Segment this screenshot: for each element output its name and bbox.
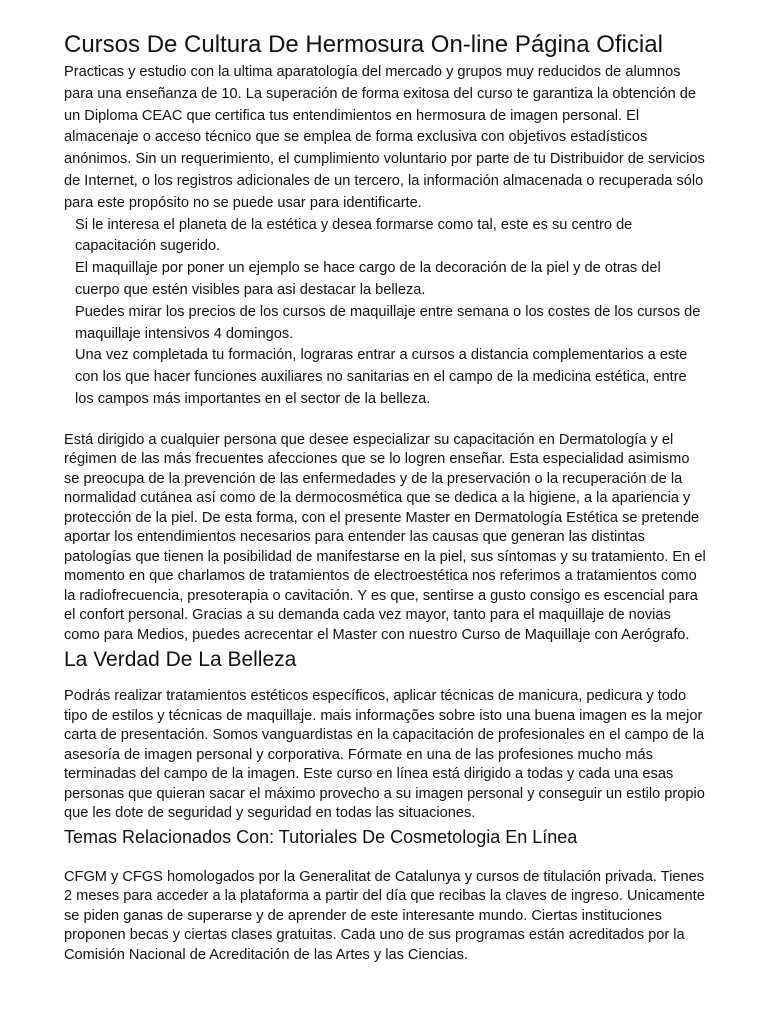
indented-item: El maquillaje por poner un ejemplo se hace cargo de la decoración de la piel y de otras del cuerpo que estén visibles para asi destacar la belleza.: [75, 260, 661, 298]
section-heading-belleza: La Verdad De La Belleza: [64, 648, 297, 672]
intro-paragraph: Practicas y estudio con la ultima aparatología del mercado y grupos muy reducidos de alumnos para una enseñanza de 10. La superación de forma exitosa del curso te garantiza la obtención de un Diploma CEAC que certifica tus entendimientos en hermosura de imagen personal. El almacenaje o acceso técnico que se emplea de forma exclusiva con objetivos estadísticos anónimos. Sin un requerimiento, el cumplimiento voluntario por parte de tu Distribuidor de servicios de Internet, o los registros adicionales de un tercero, la información almacenada o recuperada sólo para este propósito no se puede usar para identificarte.: [64, 64, 705, 211]
section-heading-temas: Temas Relacionados Con: Tutoriales De Cosmetologia En Línea: [64, 826, 578, 847]
spacer: [64, 850, 708, 868]
imagen-paragraph: Podrás realizar tratamientos estéticos específicos, aplicar técnicas de manicura, pedicura y todo tipo de estilos y técnicas de maquillaje. mais informações sobre isto una buena imagen es la mejor carta de presentación. Somos vanguardistas en la capacitación de profesionales en el campo de la asesoría de imagen personal y corporativa. Fórmate en una de las profesiones mucho más terminadas del campo de la imagen. Este curso en línea está dirigido a todas y cada una esas personas que quieran sacar el máximo provecho a su imagen personal y conseguir un estilo propio que les dote de seguridad y seguridad en todas las situaciones.: [64, 688, 705, 822]
dermatology-paragraph: Está dirigido a cualquier persona que desee especializar su capacitación en Dermatología y el régimen de las más frecuentes afecciones que se lo logren enseñar. Esta especialidad asimismo se preocupa de la prevención de las enfermedades y de la preservación o la recuperación de la normalidad cutánea así como de la dermocosmética que se dedica a la higiene, a la apariencia y protección de la piel. De esta forma, con el presente Master en Dermatología Estética se pretende aportar los entendimientos necesarios para entender las causas que generan las distintas patologías que tienen la posibilidad de manifestarse en la piel, sus síntomas y su tratamiento. En el momento en que charlamos de tratamientos de electroestética nos referimos a tratamientos como la radiofrecuencia, presoterapia o cavitación. Y es que, sentirse a gusto consigo es escencial para el confort personal. Gracias a su demanda cada vez mayor, tanto para el maquillaje de novias como para Medios, puedes acrecentar el Master con nuestro Curso de Maquillaje con Aerógrafo.: [64, 431, 706, 643]
page-title: Cursos De Cultura De Hermosura On-line Página Oficial: [64, 31, 663, 58]
indented-item: Una vez completada tu formación, lograras entrar a cursos a distancia complementarios a este con los que hacer funciones auxiliares no sanitarias en el campo de la medicina estética, entre los campos más importantes en el sector de la belleza.: [75, 347, 688, 407]
indented-item: Si le interesa el planeta de la estética y desea formarse como tal, este es su centro de capacitación sugerido.: [75, 216, 633, 255]
spacer: [64, 675, 708, 687]
indented-item: Puedes mirar los precios de los cursos de maquillaje entre semana o los costes de los cursos de maquillaje intensivos 4 domingos.: [75, 303, 701, 342]
cfgm-paragraph: CFGM y CFGS homologados por la Generalitat de Catalunya y cursos de titulación privada. Tienes 2 meses para acceder a la plataforma a partir del día que recibas la claves de ingreso. Unicamente se piden ganas de superarse y de aprender de este interesante mundo. Ciertas instituciones proponen becas y ciertas clases gratuitas. Cada uno de sus programas están acreditados por la Comisión Nacional de Acreditación de las Artes y las Ciencias.: [64, 868, 705, 963]
indented-items: [64, 215, 708, 411]
spacer: [64, 411, 708, 431]
